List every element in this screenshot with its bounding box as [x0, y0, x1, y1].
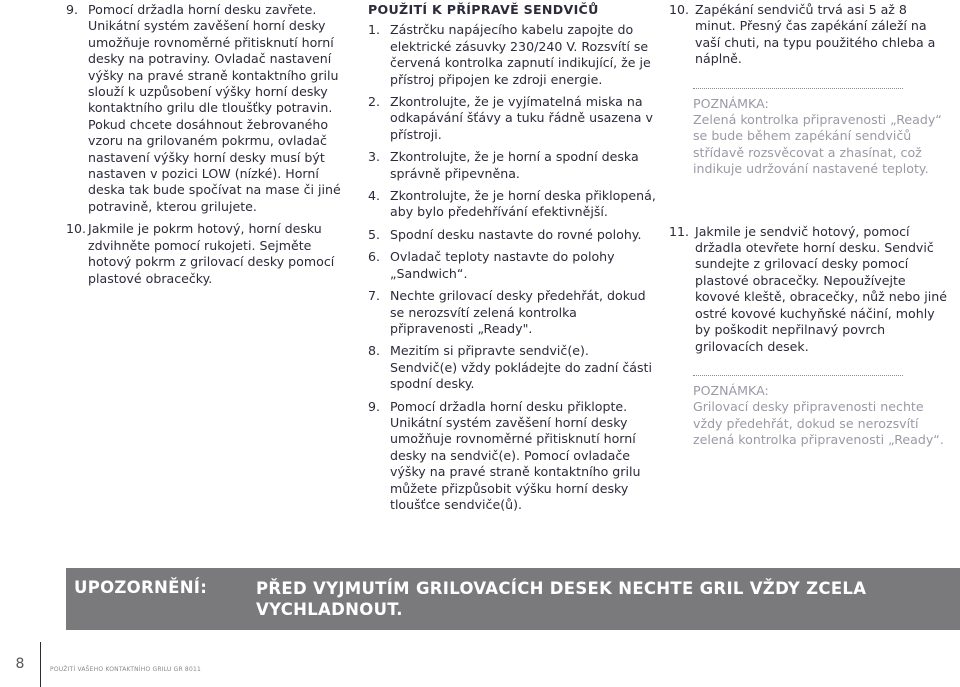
list-item: [368, 343, 658, 392]
footer-title: POUŽITÍ VAŠEHO KONTAKTNÍHO GRILU GR 8011: [50, 666, 201, 673]
note-divider: [693, 375, 903, 376]
item-number: 2.: [368, 94, 381, 110]
item-text: Zapékání sendvičů trvá asi 5 až 8 minut. Přesný čas zapékání záleží na vaší chuti, na typu použitého chleba a náplně.: [695, 2, 936, 67]
item-text: Nechte grilovací desky předehřát, dokud se nerozsvítí zelená kontrolka připravenosti „Ready".: [390, 288, 646, 336]
item-text: Jakmile je sendvič hotový, pomocí držadla otevřete horní desku. Sendvič sundejte z grilovací desky pomocí plastové obracečky. Nepoužívejte kovové kleště, obracečky, nůž nebo jiné ostré kovové kuchyňské náčiní, mohly by poškodit nepřilnavý povrch grilovacích desek.: [695, 223, 947, 354]
item-text: Jakmile je pokrm hotový, horní desku zdvihněte pomocí rukojeti. Sejměte hotový pokrm z grilovací desky pomocí plastové obracečky.: [88, 221, 335, 286]
note-text: Zelená kontrolka připravenosti „Ready“ se bude během zapékání sendvičů střídavě rozsvěcovat a zhasínat, což indikuje udržování nastavené teploty.: [693, 112, 942, 177]
item-number: 4.: [368, 188, 381, 204]
item-number: 9.: [368, 398, 381, 414]
note-divider: [693, 88, 903, 89]
section-heading: POUŽITÍ K PŘÍPRAVĚ SENDVIČŮ: [368, 2, 599, 17]
list-item: [368, 188, 658, 221]
item-text: Zástrčku napájecího kabelu zapojte do elektrické zásuvky 230/240 V. Rozsvítí se červená kontrolka zapnutí indikující, že je přístroj připojen ke zdroji energie.: [390, 22, 651, 87]
list-item: [368, 288, 658, 337]
note-text: Grilovací desky připravenosti nechte vždy předehřát, dokud se nerozsvítí zelená kontrolka připravenosti „Ready“.: [693, 399, 944, 448]
note-label: POZNÁMKA:: [693, 382, 769, 398]
item-text: Pomocí držadla horní desku zavřete. Unikátní systém zavěšení horní desky umožňuje rovnoměrné přitisknutí horní desky na potraviny. Ovladač nastavení výšky na pravé straně kontaktního grilu slouží k uzpůsobení výšky horní desky kontaktního grilu dle tloušťky potravin. Pokud chcete dosáhnout žebrovaného vzoru na grilovaném pokrmu, ovladač nastavení výšky horní desky musí být nastaven v pozici LOW (nízké). Horní deska tak bude spočívat na mase či jiné potravině, kterou grilujete.: [88, 2, 341, 214]
column-2: [368, 2, 658, 519]
list-item: [368, 149, 658, 182]
list-item: [368, 22, 658, 88]
list-item: [66, 221, 356, 287]
note-block: [693, 375, 949, 449]
page-footer: [0, 642, 960, 687]
item-number: 10.: [669, 2, 690, 17]
item-text: Mezitím si připravte sendvič(e). Sendvič(e) vždy pokládejte do zadní části spodní desky.: [390, 343, 652, 392]
item-number: 9.: [66, 2, 79, 17]
list-item: [368, 227, 658, 243]
item-number: 5.: [368, 226, 381, 242]
item-text: Zkontrolujte, že je vyjímatelná miska na odkapávání šťávy a tuku řádně usazena v přístroji.: [390, 94, 653, 142]
page-number-box: [0, 642, 41, 687]
list-item: [669, 224, 949, 355]
list-item: [368, 94, 658, 143]
column-1: [66, 2, 356, 293]
item-number: 7.: [368, 288, 381, 304]
item-text: Spodní desku nastavte do rovné polohy.: [390, 226, 642, 242]
column-3: [669, 2, 949, 449]
warning-text: PŘED VYJMUTÍM GRILOVACÍCH DESEK NECHTE GRIL VŽDY ZCELA VYCHLADNOUT.: [256, 579, 867, 619]
page-number: 8: [15, 656, 25, 672]
item-text: Ovladač teploty nastavte do polohy „Sandwich“.: [390, 249, 615, 281]
item-text: Zkontrolujte, že je horní a spodní deska správně připevněna.: [390, 149, 639, 181]
note-label: POZNÁMKA:: [693, 95, 769, 111]
list-item: [368, 249, 658, 282]
note-block: [693, 88, 949, 178]
warning-banner: [66, 568, 960, 630]
item-number: 1.: [368, 22, 381, 38]
list-item: [669, 2, 949, 68]
item-number: 10.: [66, 221, 87, 237]
item-number: 3.: [368, 149, 381, 165]
item-text: Pomocí držadla horní desku přiklopte. Unikátní systém zavěšení horní desky umožňuje rovnoměrné přitisknutí horní desky na sendvič(e). Pomocí ovladače výšky na pravé straně kontaktního grilu můžete přizpůsobit výšku horní desky tloušťce sendviče(ů).: [390, 398, 641, 512]
item-number: 11.: [669, 223, 690, 239]
warning-label: UPOZORNĚNÍ:: [74, 578, 208, 597]
list-item: [66, 2, 356, 215]
item-number: 6.: [368, 249, 381, 265]
list-item: [368, 399, 658, 514]
item-text: Zkontrolujte, že je horní deska přiklopená, aby bylo předehřívání efektivnější.: [390, 188, 656, 220]
item-number: 8.: [368, 343, 381, 359]
